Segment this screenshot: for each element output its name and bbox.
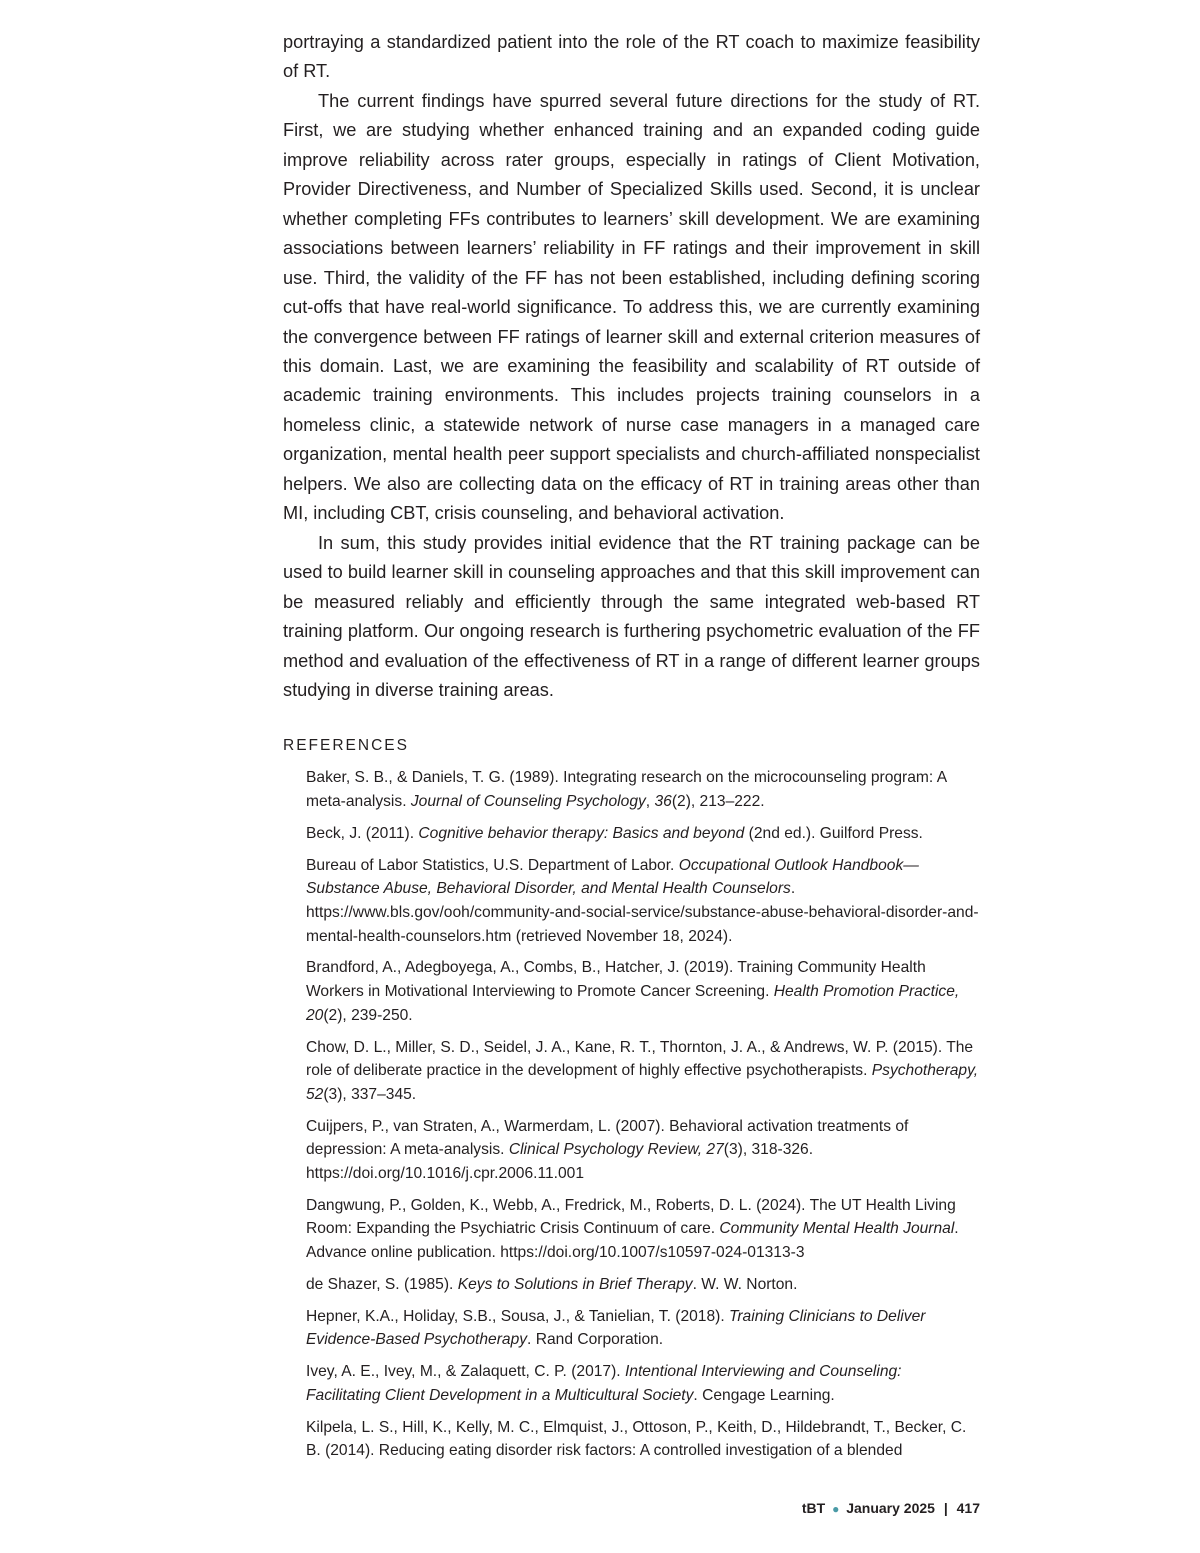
reference-text: . https://www.bls.gov/ooh/community-and-social-service/substance-abuse-behavioral-disorder-and-mental-health-counselors.htm (retrieved November 18, 2024). bbox=[306, 880, 979, 945]
reference-italic-text: Occupational Outlook Handbook—Substance Abuse, Behavioral Disorder, and Mental Health Counselors bbox=[306, 856, 919, 898]
reference-italic-text: Training Clinicians to Deliver Evidence-Based Psychotherapy bbox=[306, 1307, 926, 1349]
issue-date: January 2025 bbox=[846, 1500, 935, 1516]
reference-entry bbox=[306, 1273, 980, 1297]
reference-entry bbox=[306, 1194, 980, 1265]
reference-text: , bbox=[645, 793, 655, 811]
reference-text: Brandford, A., Adegboyega, A., Combs, B., Hatcher, J. (2019). Training Community Health Workers in Motivational Interviewing to Promote Cancer Screening. bbox=[306, 959, 926, 1001]
page-footer bbox=[802, 1500, 980, 1516]
body-text bbox=[283, 28, 980, 705]
footer-separator: | bbox=[943, 1500, 948, 1516]
reference-text: Bureau of Labor Statistics, U.S. Department of Labor. bbox=[306, 856, 679, 874]
reference-text: (3), 337–345. bbox=[323, 1085, 417, 1103]
reference-text: . Rand Corporation. bbox=[527, 1331, 664, 1349]
reference-text: . Cengage Learning. bbox=[693, 1386, 835, 1404]
reference-text: Beck, J. (2011). bbox=[306, 824, 419, 842]
reference-italic-text: 36 bbox=[654, 793, 672, 811]
reference-text: . Advance online publication. https://doi.org/10.1007/s10597-024-01313-3 bbox=[306, 1220, 959, 1261]
reference-text: Chow, D. L., Miller, S. D., Seidel, J. A., Kane, R. T., Thornton, J. A., & Andrews, W. P. (2015). The role of deliberate practice in the development of highly effective psychotherapists. bbox=[306, 1038, 974, 1080]
journal-abbrev: tBT bbox=[801, 1500, 826, 1516]
reference-entry bbox=[306, 822, 980, 846]
reference-text: (2), 213–222. bbox=[671, 793, 765, 811]
reference-entry bbox=[306, 1036, 980, 1107]
reference-entry bbox=[306, 1115, 980, 1186]
reference-text: Ivey, A. E., Ivey, M., & Zalaquett, C. P. (2017). bbox=[306, 1363, 625, 1381]
reference-text: Cuijpers, P., van Straten, A., Warmerdam, L. (2007). Behavioral activation treatments of depression: A meta-analysis. bbox=[306, 1117, 909, 1159]
references-heading: REFERENCES bbox=[283, 737, 409, 755]
reference-text: Kilpela, L. S., Hill, K., Kelly, M. C., Elmquist, J., Ottoson, P., Keith, D., Hildebrandt, T., Becker, C. B. (2014). Reducing eating disorder risk factors: A controlled investigation of a blended bbox=[306, 1418, 967, 1460]
reference-entry bbox=[306, 956, 980, 1027]
reference-entry bbox=[306, 1416, 980, 1463]
reference-italic-text: Community Mental Health Journal bbox=[719, 1220, 955, 1238]
reference-text: de Shazer, S. (1985). bbox=[306, 1275, 458, 1293]
reference-italic-text: Psychotherapy, 52 bbox=[306, 1062, 979, 1103]
page-number: 417 bbox=[956, 1500, 980, 1516]
reference-text: Baker, S. B., & Daniels, T. G. (1989). Integrating research on the microcounseling program: A meta-analysis. bbox=[306, 769, 947, 811]
body-paragraph-continuation: portraying a standardized patient into the role of the RT coach to maximize feasibility of RT. bbox=[283, 32, 980, 82]
body-paragraph-future-directions: The current findings have spurred several future directions for the study of RT. First, we are studying whether enhanced training and an expanded coding guide improve reliability across rater groups, especially in ratings of Client Motivation, Provider Directiveness, and Number of Specialized Skills used. Second, it is unclear whether completing FFs contributes to learners’ skill development. We are examining associations between learners’ reliability in FF ratings and their improvement in skill use. Third, the validity of the FF has not been established, including defining scoring cut-offs that have real-world significance. To address this, we are currently examining the convergence between FF ratings of learner skill and external criterion measures of this domain. Last, we are examining the feasibility and scalability of RT outside of academic training environments. This includes projects training counselors in a homeless clinic, a statewide network of nurse case managers in a managed care organization, mental health peer support specialists and church-affiliated nonspecialist helpers. We also are collecting data on the efficacy of RT in training areas other than MI, including CBT, crisis counseling, and behavioral activation. bbox=[283, 90, 980, 524]
body-paragraph-summary: In sum, this study provides initial evidence that the RT training package can be used to build learner skill in counseling approaches and that this skill improvement can be measured reliably and efficiently through the same integrated web-based RT training platform. Our ongoing research is furthering psychometric evaluation of the FF method and evaluation of the effectiveness of RT in a range of different learner groups studying in diverse training areas. bbox=[283, 532, 980, 700]
reference-entry bbox=[306, 854, 980, 948]
references-list bbox=[283, 766, 980, 1462]
reference-text: Dangwung, P., Golden, K., Webb, A., Fredrick, M., Roberts, D. L. (2024). The UT Health Living Room: Expanding the Psychiatric Crisis Continuum of care. bbox=[306, 1196, 956, 1238]
reference-text: Hepner, K.A., Holiday, S.B., Sousa, J., & Tanielian, T. (2018). bbox=[306, 1307, 729, 1325]
reference-italic-text: Journal of Counseling Psychology bbox=[410, 793, 646, 811]
reference-italic-text: Intentional Interviewing and Counseling: Facilitating Client Development in a Multicultural Society bbox=[306, 1363, 902, 1404]
reference-text: (2), 239-250. bbox=[323, 1006, 413, 1024]
reference-italic-text: Clinical Psychology Review, 27 bbox=[508, 1141, 724, 1159]
reference-text: (3), 318-326. https://doi.org/10.1016/j.cpr.2006.11.001 bbox=[306, 1141, 814, 1182]
reference-italic-text: Health Promotion Practice, 20 bbox=[306, 983, 960, 1024]
footer-dot-icon: ● bbox=[832, 1502, 840, 1516]
reference-text: . W. W. Norton. bbox=[692, 1275, 798, 1293]
page-content bbox=[283, 28, 980, 1471]
reference-text: (2nd ed.). Guilford Press. bbox=[744, 824, 923, 842]
reference-entry bbox=[306, 766, 980, 813]
reference-italic-text: Keys to Solutions in Brief Therapy bbox=[457, 1275, 693, 1293]
reference-entry bbox=[306, 1360, 980, 1407]
reference-entry bbox=[306, 1305, 980, 1352]
reference-italic-text: Cognitive behavior therapy: Basics and beyond bbox=[418, 824, 745, 842]
